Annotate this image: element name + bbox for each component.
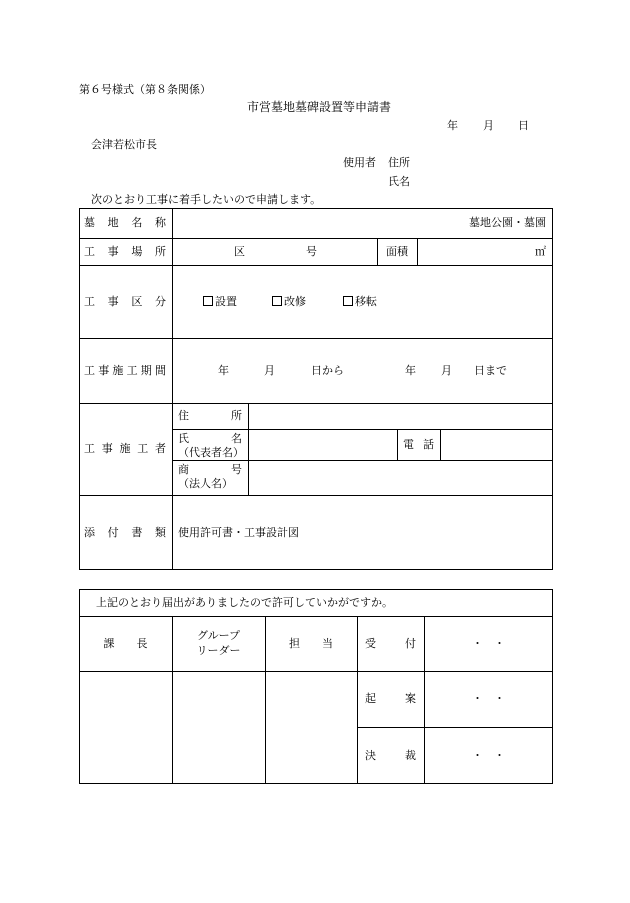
date-year-label: 年 <box>447 119 458 132</box>
contractor-label: 工 事 施 工 者 <box>84 442 166 456</box>
category-label: 工 事 区 分 <box>84 294 166 308</box>
approval-statement: 上記のとおり届出がありましたので許可していかがですか。 <box>96 595 393 609</box>
decided-label: 決 裁 <box>365 748 416 762</box>
date-day-label: 日 <box>518 119 529 132</box>
period-label: 工 事 施 工 期 間 <box>84 363 166 377</box>
staff-label: 担 当 <box>289 636 333 650</box>
period-year: 年 <box>218 364 229 377</box>
document-title: 市営墓地墓碑設置等申請書 <box>247 100 392 114</box>
trade-name-input[interactable] <box>252 460 548 495</box>
date-month-label: 月 <box>483 119 494 132</box>
checkbox-icon[interactable] <box>343 296 353 306</box>
checkbox-icon[interactable] <box>272 296 282 306</box>
contractor-name-input[interactable] <box>252 429 394 460</box>
chief-stamp-area[interactable] <box>79 671 172 784</box>
intro-text: 次のとおり工事に着手したいので申請します。 <box>91 193 322 206</box>
drafted-label: 起 案 <box>365 692 416 706</box>
drafted-date[interactable]: ・ ・ <box>472 692 505 706</box>
location-label: 工 事 場 所 <box>84 244 166 258</box>
cemetery-value[interactable]: 墓地公園・墓園 <box>469 216 546 230</box>
applicant-label: 使用者 <box>343 156 376 169</box>
location-ku-label: 区 <box>234 245 245 258</box>
attach-label: 添 付 書 類 <box>84 525 166 539</box>
staff-stamp-area[interactable] <box>265 671 357 784</box>
contractor-name-label: 氏 名 （代表者名） <box>178 432 244 459</box>
attach-value: 使用許可書・工事設計図 <box>178 525 299 539</box>
phone-label: 電 話 <box>403 437 434 451</box>
period-to: 日まで <box>474 364 507 377</box>
addressee: 会津若松市長 <box>91 138 157 151</box>
applicant-name-label: 氏名 <box>388 175 410 188</box>
group-leader-stamp-area[interactable] <box>172 671 265 784</box>
trade-name-label: 商 号 （法人名） <box>178 463 242 490</box>
period-month-2: 月 <box>441 364 452 377</box>
area-label: 面積 <box>386 244 408 258</box>
contractor-address-label: 住 所 <box>178 409 242 423</box>
option-repair[interactable]: 改修 <box>272 296 306 307</box>
period-from: 日から <box>311 364 344 377</box>
decided-date[interactable]: ・ ・ <box>472 748 505 762</box>
option-install[interactable]: 設置 <box>203 296 237 307</box>
group-leader-label: グループ リーダー <box>196 629 241 657</box>
period-month: 月 <box>264 364 275 377</box>
phone-input[interactable] <box>444 429 548 460</box>
option-relocate[interactable]: 移転 <box>343 296 377 307</box>
applicant-address-label: 住所 <box>388 156 410 169</box>
checkbox-icon[interactable] <box>203 296 213 306</box>
received-date[interactable]: ・ ・ <box>472 636 505 650</box>
period-year-2: 年 <box>405 364 416 377</box>
chief-label: 課 長 <box>103 636 148 650</box>
cemetery-label: 墓 地 名 称 <box>84 216 166 230</box>
contractor-rep-label: （代表者名） <box>178 446 244 459</box>
corp-name-label: （法人名） <box>178 477 233 490</box>
received-label: 受 付 <box>365 636 416 650</box>
form-number: 第６号様式（第８条関係） <box>79 83 211 96</box>
area-unit[interactable]: ㎡ <box>535 244 546 258</box>
location-go-label: 号 <box>306 245 317 258</box>
contractor-address-input[interactable] <box>252 403 548 429</box>
